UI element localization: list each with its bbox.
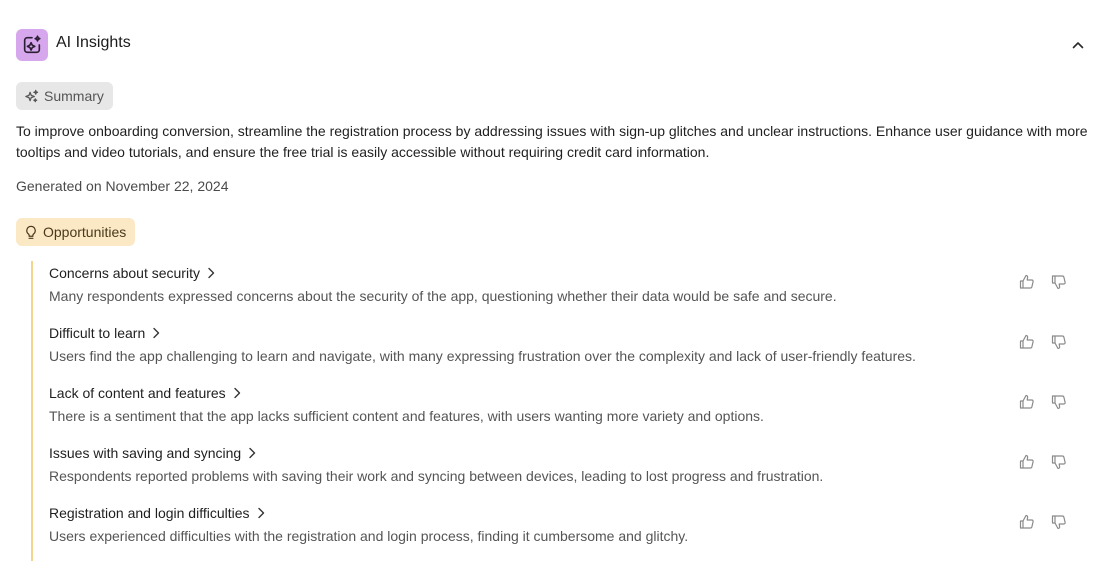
opportunity-title: Issues with saving and syncing — [49, 445, 242, 461]
thumbs-down-button[interactable] — [1050, 273, 1068, 291]
summary-label: Summary — [44, 88, 104, 104]
opportunity-description: Respondents reported problems with saving their work and syncing between devices, leading to lost progress and frustration. — [49, 468, 824, 484]
thumbs-down-button[interactable] — [1050, 453, 1068, 471]
opportunity-description: There is a sentiment that the app lacks sufficient content and features, with users wanting more variety and options. — [49, 408, 764, 424]
chevron-right-icon — [257, 507, 265, 519]
thumbs-down-icon — [1051, 394, 1067, 410]
thumbs-up-button[interactable] — [1018, 513, 1036, 531]
list-item — [31, 381, 1071, 441]
thumbs-down-button[interactable] — [1050, 393, 1068, 411]
opportunities-label: Opportunities — [43, 224, 127, 240]
list-item — [31, 321, 1071, 381]
sparkles-icon — [24, 89, 39, 104]
page-title: AI Insights — [56, 34, 131, 51]
opportunity-list — [31, 261, 1071, 561]
thumbs-down-icon — [1051, 274, 1067, 290]
chevron-right-icon — [207, 267, 215, 279]
opportunity-title-link[interactable] — [49, 383, 241, 403]
thumbs-down-icon — [1051, 514, 1067, 530]
insights-header — [16, 29, 1087, 61]
opportunity-title-link[interactable] — [49, 503, 265, 523]
list-item — [31, 501, 1071, 561]
opportunities-badge — [16, 218, 135, 246]
chevron-right-icon — [233, 387, 241, 399]
thumbs-up-button[interactable] — [1018, 273, 1036, 291]
generated-date: Generated on November 22, 2024 — [16, 178, 229, 194]
thumbs-down-button[interactable] — [1050, 333, 1068, 351]
thumbs-down-button[interactable] — [1050, 513, 1068, 531]
list-item — [31, 441, 1071, 501]
thumbs-up-icon — [1019, 394, 1035, 410]
chevron-right-icon — [152, 327, 160, 339]
opportunity-description: Users find the app challenging to learn and navigate, with many expressing frustration over the complexity and lack of user-friendly features. — [49, 348, 916, 364]
thumbs-up-button[interactable] — [1018, 333, 1036, 351]
opportunity-title-link[interactable] — [49, 323, 160, 343]
thumbs-up-icon — [1019, 274, 1035, 290]
thumbs-up-button[interactable] — [1018, 393, 1036, 411]
opportunity-title: Concerns about security — [49, 265, 200, 281]
thumbs-up-button[interactable] — [1018, 453, 1036, 471]
opportunity-title-link[interactable] — [49, 443, 256, 463]
thumbs-up-icon — [1019, 334, 1035, 350]
chevron-right-icon — [248, 447, 256, 459]
lightbulb-icon — [24, 225, 38, 240]
opportunity-title: Difficult to learn — [49, 325, 146, 341]
thumbs-up-icon — [1019, 454, 1035, 470]
opportunity-title-link[interactable] — [49, 263, 215, 283]
collapse-button[interactable] — [1069, 36, 1087, 54]
opportunity-title: Registration and login difficulties — [49, 505, 250, 521]
thumbs-up-icon — [1019, 514, 1035, 530]
opportunity-description: Many respondents expressed concerns about the security of the app, questioning whether their data would be safe and secure. — [49, 288, 837, 304]
thumbs-down-icon — [1051, 334, 1067, 350]
chevron-up-icon — [1071, 38, 1085, 52]
list-item — [31, 261, 1071, 321]
summary-badge — [16, 82, 113, 110]
thumbs-down-icon — [1051, 454, 1067, 470]
opportunity-description: Users experienced difficulties with the registration and login process, finding it cumbersome and glitchy. — [49, 528, 689, 544]
sparkle-square-icon — [16, 29, 48, 61]
summary-text: To improve onboarding conversion, streamline the registration process by addressing issues with sign-up glitches and unclear instructions. Enhance user guidance with more tooltips and video tutorials, and ensure the free trial is easily accessible without requiring credit card information. — [16, 123, 1088, 160]
opportunity-title: Lack of content and features — [49, 385, 226, 401]
